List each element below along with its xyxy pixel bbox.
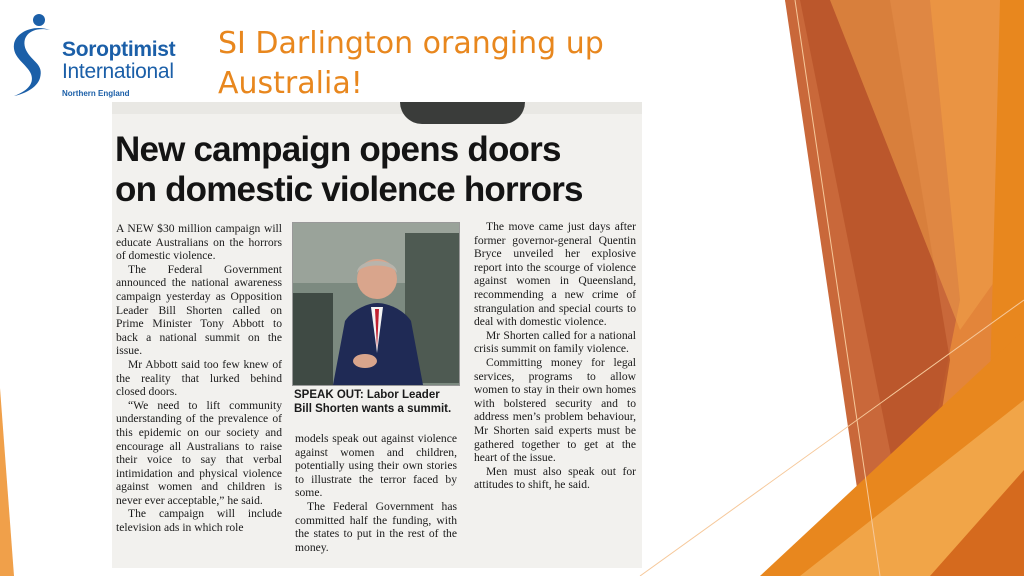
column1-paragraph: The Federal Government announced the national awareness campaign yesterday as Opposition Leader Bill Shorten called on Prime Minister Tony Abbott to back a national summit on the issue. [116, 262, 282, 358]
logo-name-international: International [62, 60, 174, 83]
photo-illustration [293, 223, 459, 385]
clipping-dark-graphic [400, 102, 525, 124]
column1-paragraph: Mr Abbott said too few knew of the reality that lurked behind closed doors. [116, 357, 282, 399]
column2-paragraph: The Federal Government has committed half the funding, with the states to put in the rest of the money. [295, 499, 457, 554]
clipping-top-strip [112, 102, 642, 114]
logo-region: Northern England [62, 89, 130, 98]
column3-paragraph: Men must also speak out for attitudes to shift, he said. [474, 464, 636, 492]
slide-title-line1: SI Darlington oranging up [218, 26, 604, 61]
article-photo [292, 222, 460, 386]
article-headline [115, 130, 640, 210]
column1-paragraph: A NEW $30 million campaign will educate Australians on the horrors of domestic violence. [116, 222, 282, 263]
soroptimist-logo [8, 10, 198, 100]
article-column-3 [474, 220, 636, 492]
article-column-2 [295, 432, 457, 554]
photo-caption [294, 388, 460, 416]
column1-paragraph: “We need to lift community understanding of the prevalence of this epidemic on our society and encourage all Australians to raise their voice to say that verbal intimidation and physical violence against women and children is never ever acceptable,” he said. [116, 398, 282, 507]
column2-paragraph: models speak out against violence against women and children, potentially using their own stories to illustrate the terror faced by some. [295, 432, 457, 500]
slide-title-line2: Australia! [218, 66, 363, 101]
soroptimist-figure-icon [10, 12, 60, 98]
logo-name-soroptimist: Soroptimist [62, 38, 176, 61]
left-orange-sliver [0, 388, 14, 576]
photo-caption-line1: SPEAK OUT: Labor Leader [294, 389, 440, 401]
column3-paragraph: Mr Shorten called for a national crisis summit on family violence. [474, 328, 636, 356]
article-column-1 [116, 222, 282, 535]
column3-paragraph: Committing money for legal services, programs to allow women to stay in their own homes with bolstered security and to address men’s problem behaviour, Mr Shorten said experts must be gathered together to get at the heart of the issue. [474, 355, 636, 465]
headline-line1: New campaign opens doors [115, 130, 561, 169]
headline-line2: on domestic violence horrors [115, 170, 583, 209]
newspaper-clipping [112, 102, 642, 568]
photo-caption-line2: Bill Shorten wants a summit. [294, 403, 452, 415]
column1-paragraph: The campaign will include television ads in which role [116, 507, 282, 535]
slide-title [218, 24, 778, 104]
column3-paragraph: The move came just days after former governor-general Quentin Bryce unveiled her explosive report into the scourge of violence against women in Queensland, recommending a new crime of strangulation and special courts to deal with domestic violence. [474, 220, 636, 329]
